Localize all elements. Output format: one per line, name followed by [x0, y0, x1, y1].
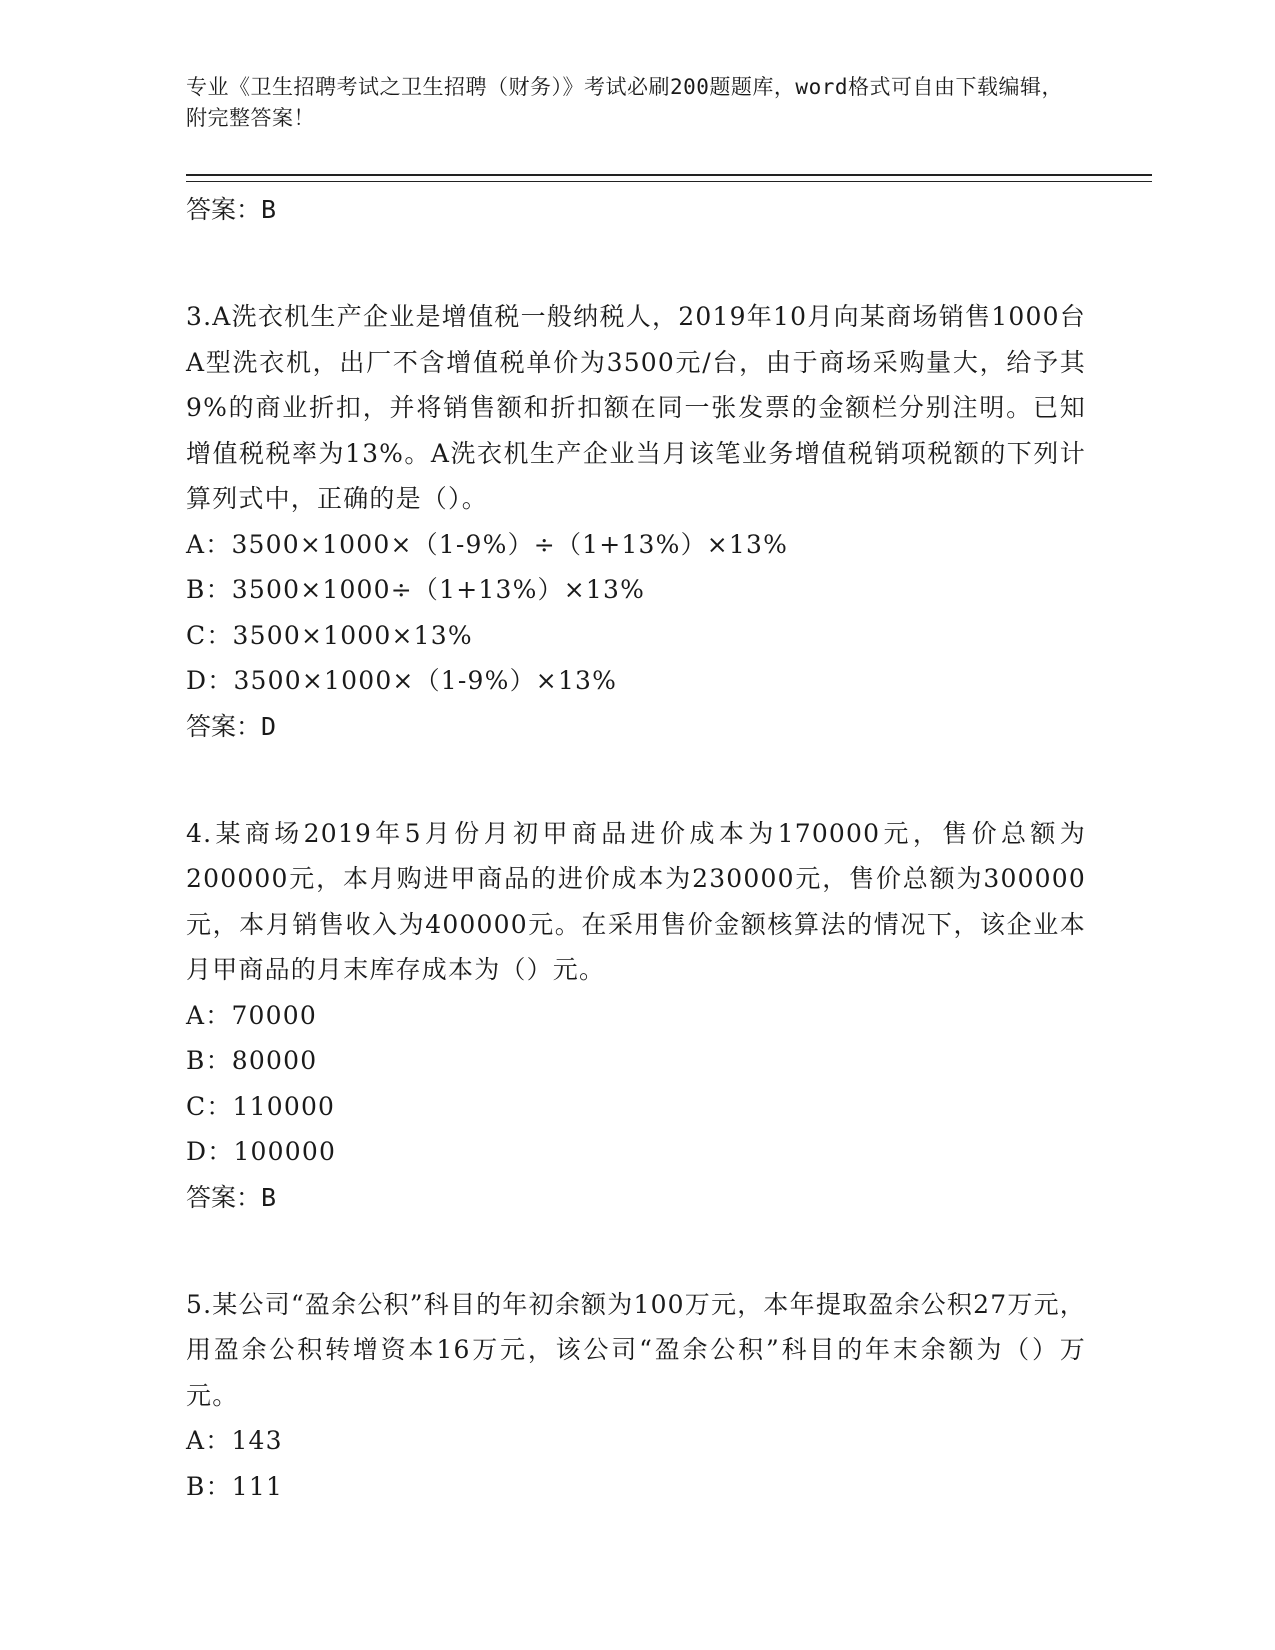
option-c: C：3500×1000×13% — [186, 620, 473, 650]
option-b: B：80000 — [186, 1046, 318, 1075]
option-a: A：3500×1000×（1-9%）÷（1+13%）×13% — [186, 529, 789, 559]
option-c: C：110000 — [186, 1091, 336, 1121]
question-block-5 — [186, 1282, 1086, 1510]
spacer — [186, 232, 1086, 294]
answer-line: 答案：B — [186, 1182, 277, 1212]
option-b: B：111 — [186, 1471, 284, 1501]
question-text: 5.某公司“盈余公积”科目的年初余额为100万元，本年提取盈余公积27万元，用盈余公积转增资本16万元，该公司“盈余公积”科目的年末余额为（）万元。 — [186, 1289, 1086, 1410]
option-a: A：70000 — [186, 1000, 317, 1030]
header-rule-thin — [186, 181, 1152, 182]
option-a: A：143 — [186, 1426, 283, 1455]
document-body — [186, 187, 1086, 1509]
option-b: B：3500×1000÷（1+13%）×13% — [186, 575, 646, 604]
question-block-4 — [186, 811, 1086, 1220]
header-rule-thick — [186, 174, 1152, 176]
option-d: D：100000 — [186, 1137, 337, 1166]
question-text: 4.某商场2019年5月份月初甲商品进价成本为170000元，售价总额为200000元，本月购进甲商品的进价成本为230000元，售价总额为300000元，本月销售收入为400000元。在采用售价金额核算法的情况下，该企业本月甲商品的月末库存成本为（）元。 — [186, 818, 1086, 984]
answer-line: 答案：D — [186, 711, 277, 741]
question-block-3 — [186, 294, 1086, 749]
spacer — [186, 1220, 1086, 1282]
question-text: 3.A洗衣机生产企业是增值税一般纳税人，2019年10月向某商场销售1000台A型洗衣机，出厂不含增值税单价为3500元/台，由于商场采购量大，给予其9%的商业折扣，并将销售额和折扣额在同一张发票的金额栏分别注明。已知增值税税率为13%。A洗衣机生产企业当月该笔业务增值税销项税额的下列计算列式中，正确的是（）。 — [186, 302, 1086, 513]
answer-line: 答案：B — [186, 195, 277, 224]
spacer — [186, 749, 1086, 811]
document-header: 专业《卫生招聘考试之卫生招聘（财务）》考试必刷200题题库，word格式可自由下载编辑，附完整答案！ — [186, 75, 1063, 130]
option-d: D：3500×1000×（1-9%）×13% — [186, 666, 618, 695]
